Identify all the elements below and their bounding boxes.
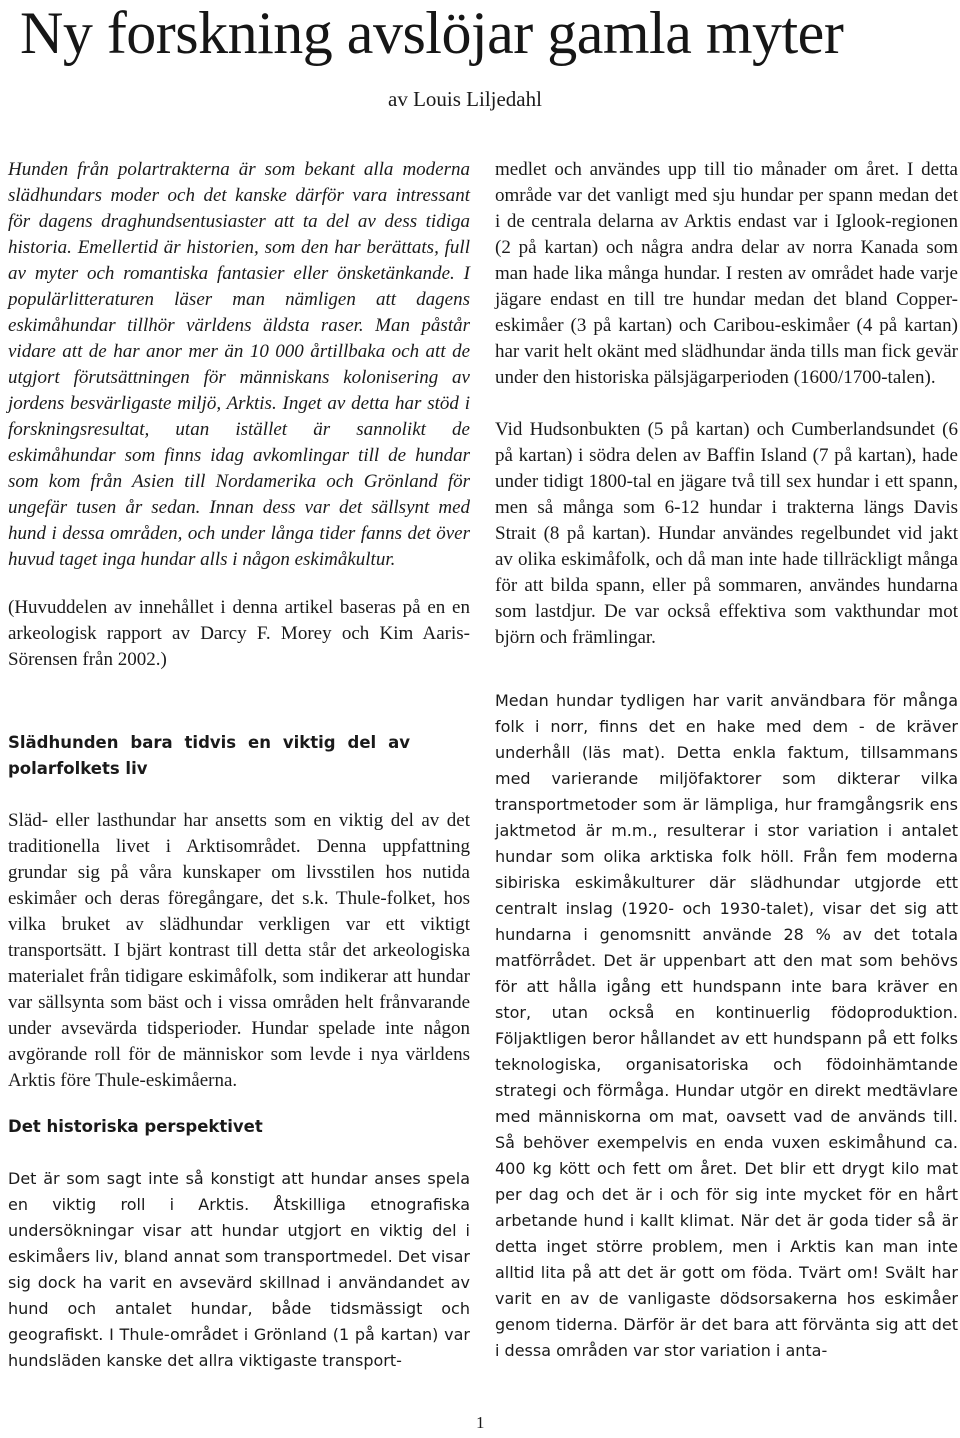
article-title: Ny forskning avslöjar gamla myter: [20, 0, 844, 66]
section-body-sled-dog: Släd- eller lasthundar har ansetts som en viktig del av det traditionella livet i Arktisområdet. Denna uppfattning grundar sig på våra kunskaper om livsstilen hos nutida eskimåer och deras föregångare, det s.k. Thule-folket, hos vilka bruket av slädhundar verkligen var ett viktigt transportsätt. I bjärt kontrast till detta står det arkeologiska materialet från tidigare eskimåfolk, som indikerar att hundar var sällsynta som bäst och i vissa områden helt frånvarande under avsevärda tidsperioder. Hundar spelade inte någon avgörande roll för de människor som levde i nya världens Arktis före Thule-eskimåerna.: [8, 810, 470, 1091]
section-heading-historical: Det historiska perspektivet: [8, 1117, 263, 1136]
right-paragraph-2: Vid Hudsonbukten (5 på kartan) och Cumberlandsundet (6 på kartan) i södra delen av Baffin Island (7 på kartan), hade under tidigt 1800-tal en jägare två till sex hundar i ett spann, men så många som 6-12 hundar i trakterna längs Davis Strait (8 på kartan). Hundar användes regelbundet vid jakt av olika eskimåfolk, och då man inte hade tillräckligt många för att bilda spann, eller på sommaren, användes hundarna som lastdjur. De var också effektiva som vakthundar mot björn och främlingar.: [495, 419, 958, 648]
intro-paragraph: Hunden från polartrakterna är som bekant alla moderna slädhundars moder och det kanske därför vara intressant för dagens draghundsentusiaster att ta del av dess tidiga historia. Emellertid är historien, som den har berättats, full av myter och romantiska fantasier eller önsketänkande. I populärlitteraturen läser man nämligen att dagens eskimåhundar tillhör världens äldsta raser. Man påstår vidare att de har anor mer än 10 000 årtillbaka och att de utgjort förutsättningen för människans kolonisering av jordens besvärligaste miljö, Arktis. Inget av detta har stöd i forskningsresultat, utan istället är sannolikt de eskimåhundar som finns idag avkomlingar till de hundar som kom från Asien till Nordamerika och Grönland för ungefär tusen år sedan. Innan dess var det sällsynt med hund i dessa områden, och under långa tider fanns det över huvud taget inga hundar alls i någon eskimåkultur.: [8, 159, 470, 570]
right-paragraph-3: Medan hundar tydligen har varit användbara för många folk i norr, finns det en hake med dem - de kräver underhåll (läs mat). Detta enkla faktum, tillsammans med varierande miljöfaktorer som dikterar vilka transportmetoder som är lämpliga, hur framgångsrik ens jaktmetod är m.m., resulterar i stor variation i antalet hundar som olika arktiska folk höll. Från fem moderna sibiriska eskimåkulturer där slädhundar utgjorde ett centralt inslag (1920- och 1930-talet), visar det sig att hundarna i genomsnitt använde 28 % av det totala matförrådet. Det är uppenbart att den mat som behövs för att hålla igång ett hundspann inte bara kräver en stor, utan också en kontinuerlig födoproduktion. Följaktligen beror hållandet av ett hundspann på ett folks teknologiska, organisatoriska och födoinhämtande strategi och förmåga. Hundar utgör en direkt medtävlare med människorna om mat, oavsett vad de används till. Så behöver exempelvis en enda vuxen eskimåhund ca. 400 kg kött och fett om året. Det blir ett drygt kilo mat per dag och det är i och för sig inte mycket för en hårt arbetande hund i kallt klimat. När det är goda tider så är detta inget större problem, men i Arktis kan man inte alltid lita på att det är gott om föda. Tvärt om! Svält har varit en av de vanligaste dödsorsakerna hos eskimåer genom tiderna. Därför är det bara att förvänta sig att det i dessa områden var stor variation i anta-: [495, 691, 958, 1360]
right-paragraph-1: medlet och användes upp till tio månader om året. I detta område var det vanligt med sju hundar per spann medan det i de centrala delarna av Arktis endast var i Iglook-regionen (2 på kartan) och några andra delar av norra Kanada som man hade lika många hundar. I resten av området hade varje jägare endast en till tre hundar medan det bland Copper-eskimåer (3 på kartan) och Caribou-eskimåer (4 på kartan) har varit helt okänt med slädhundar ända tills man fick gevär under den historiska pälsjägarperioden (1600/1700-talen).: [495, 159, 958, 388]
article-author: av Louis Liljedahl: [388, 87, 542, 111]
source-note: (Huvuddelen av innehållet i denna artikel baseras på en en arkeologisk rapport av Darcy F. Morey och Kim Aaris-Sörensen från 2002.): [8, 597, 470, 670]
right-column: [495, 157, 958, 1364]
section-body-historical: Det är som sagt inte så konstigt att hundar anses spela en viktig roll i Arktis. Åtskilliga etnografiska undersökningar visar att hundar utgjort en viktig del i eskimåers liv, bland annat som transportmedel. Det visar sig dock ha varit en avsevärd skillnad i användandet av hund och antalet hundar, både tidsmässigt och geografiskt. I Thule-området i Grönland (1 på kartan) var hundsläden kanske det allra viktigaste transport-: [8, 1169, 470, 1370]
section-heading-sled-dog: Slädhunden bara tidvis en viktig del av polarfolkets liv: [8, 733, 410, 778]
page-number: 1: [476, 1413, 485, 1432]
left-column: [8, 157, 470, 1374]
